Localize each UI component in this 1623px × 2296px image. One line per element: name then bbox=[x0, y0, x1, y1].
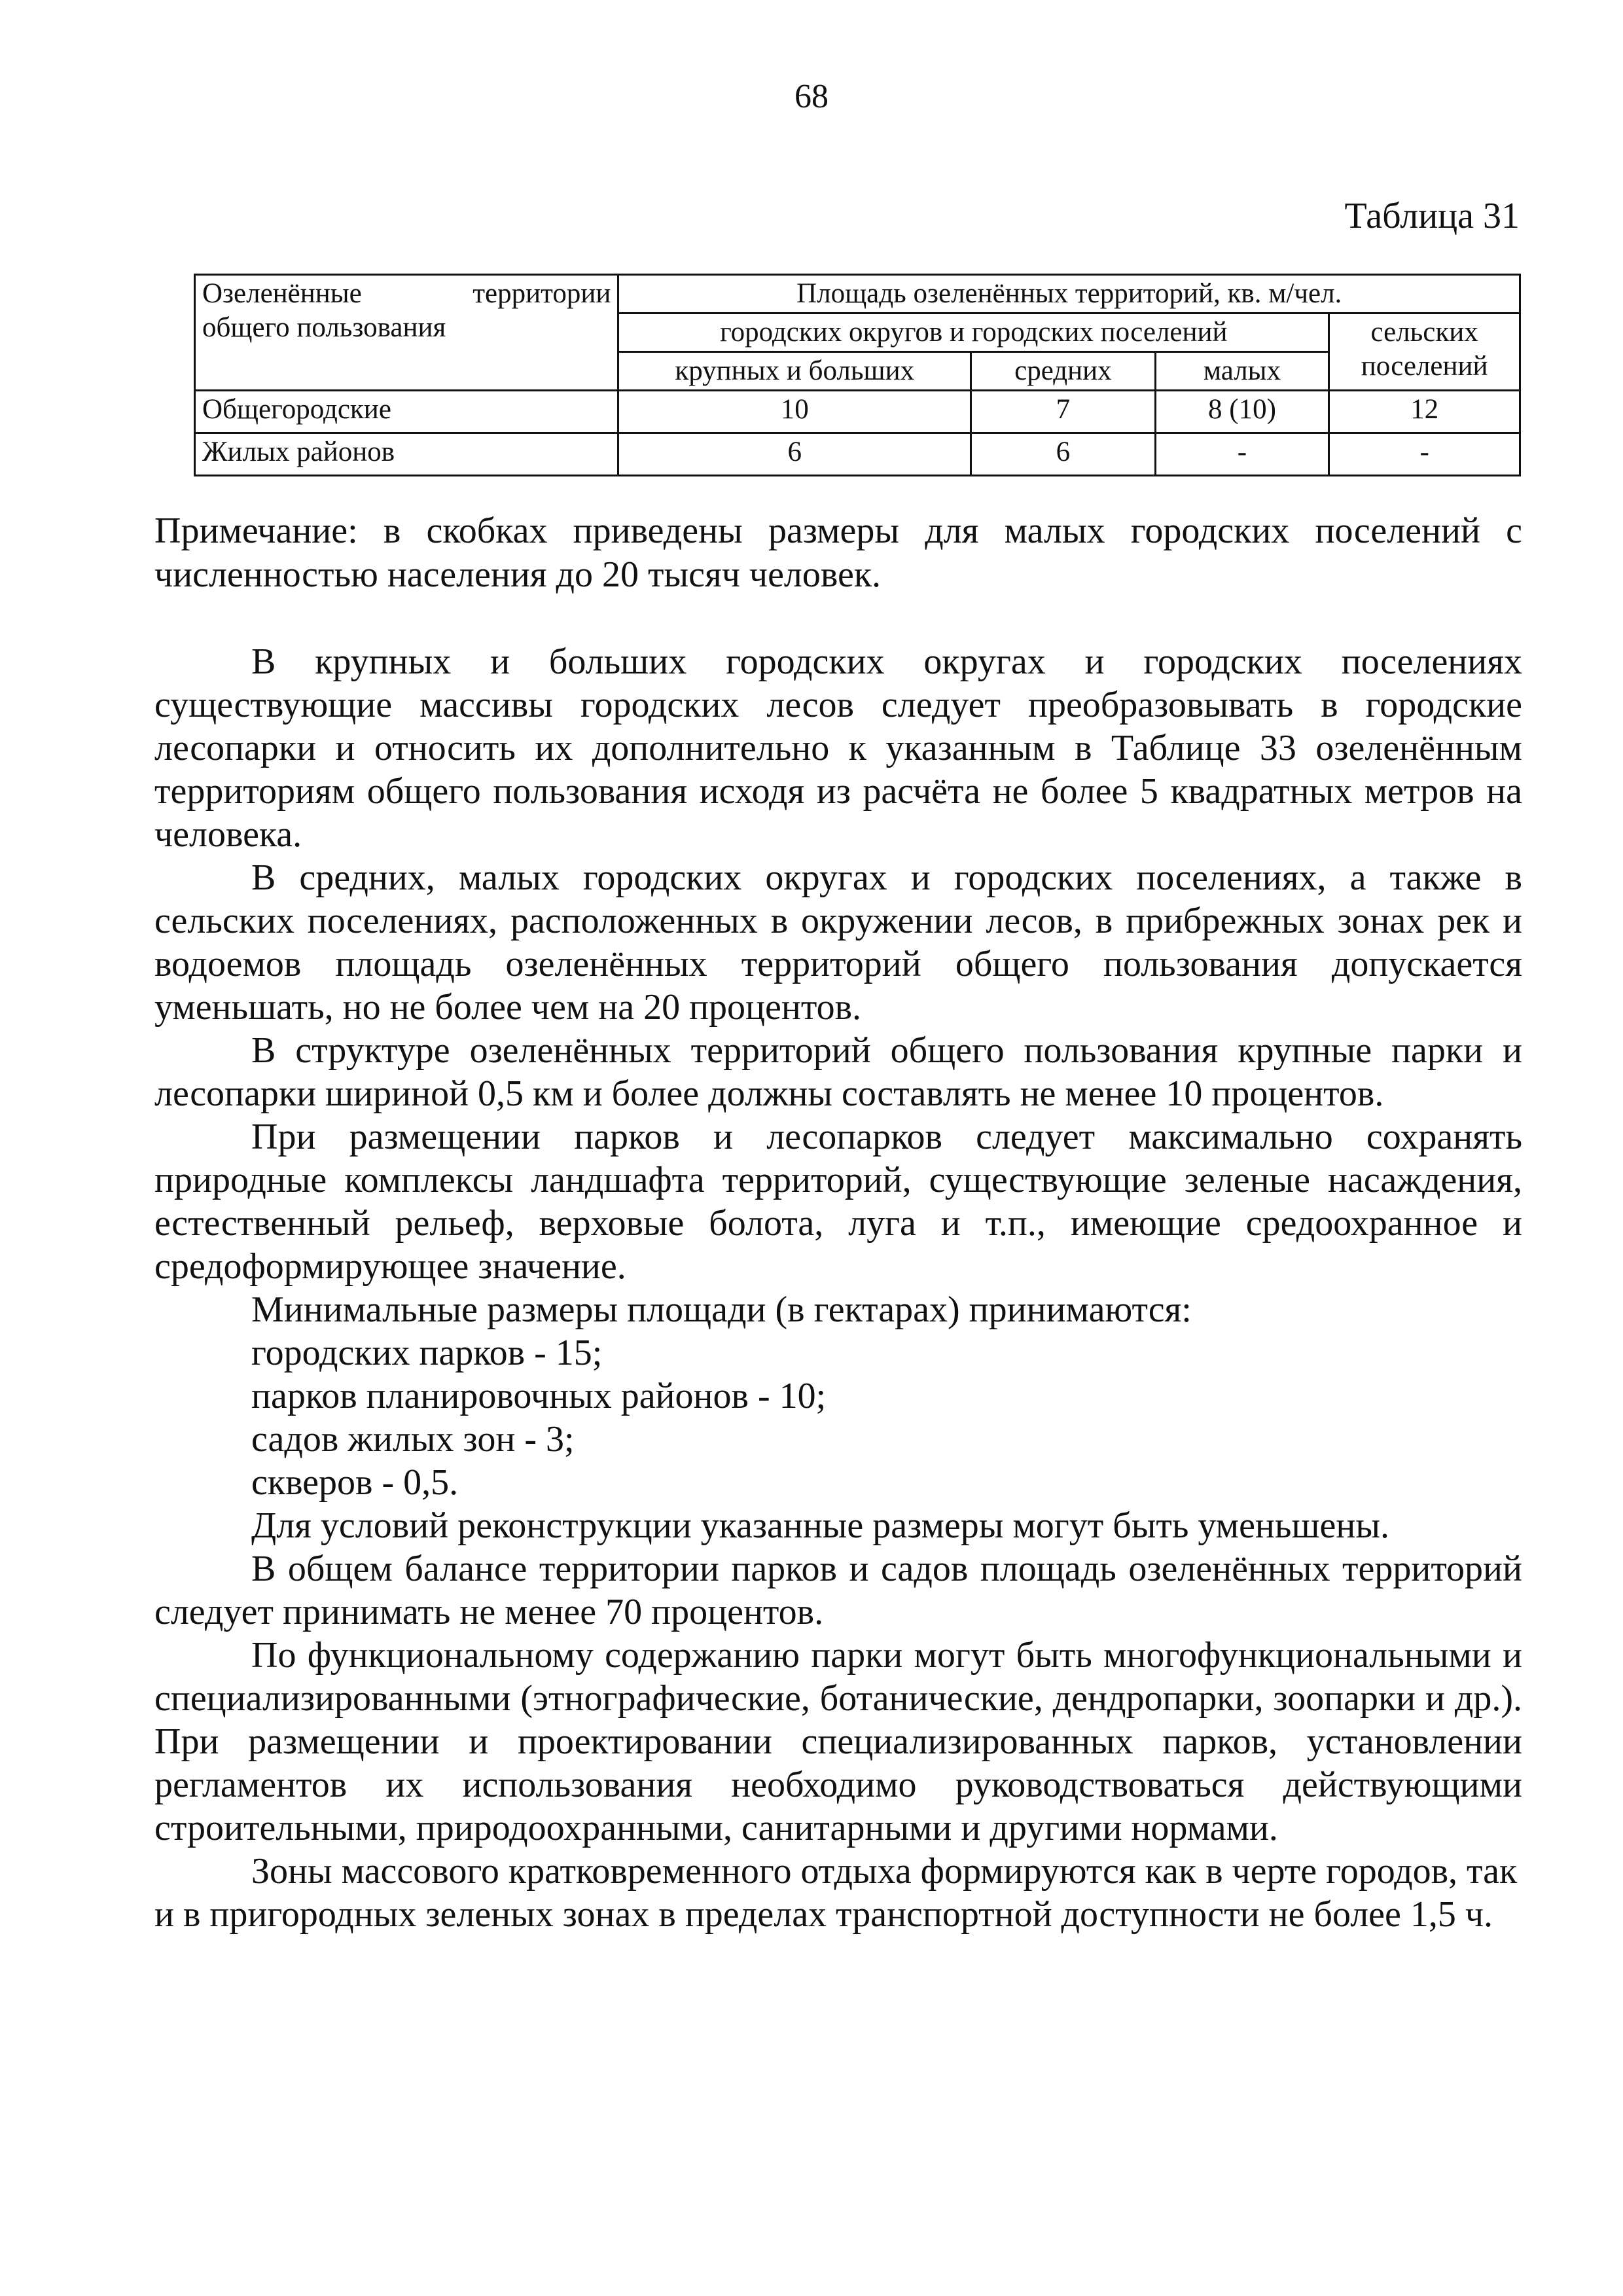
urban-header: городских округов и городских поселений bbox=[618, 314, 1329, 352]
paragraph: При размещении парков и лесопарков следует максимально сохранять природные комплексы ландшафта территорий, существующие зеленые насаждения, естественный рельеф, верховые болота, луга и т.п., имеющие средоохранное и средоформирующее значение. bbox=[154, 1117, 1522, 1287]
sub-header-large: крупных и больших bbox=[618, 352, 971, 391]
cell-large: 6 bbox=[618, 433, 971, 476]
paragraph: Минимальные размеры площади (в гектарах) принимаются: bbox=[251, 1289, 1192, 1330]
paragraph: Для условий реконструкции указанные размеры могут быть уменьшены. bbox=[251, 1505, 1390, 1546]
table-note: Примечание: в скобках приведены размеры для малых городских поселений с численностью населения до 20 тысяч человек. bbox=[154, 511, 1522, 595]
col1-header-a: Озеленённые bbox=[202, 278, 362, 309]
paragraph: В общем балансе территории парков и садов площадь озеленённых территорий следует принимать не менее 70 процентов. bbox=[154, 1549, 1522, 1632]
area-header: Площадь озеленённых территорий, кв. м/чел. bbox=[618, 275, 1520, 314]
list-item: садов жилых зон - 3; bbox=[251, 1419, 575, 1460]
cell-rural: - bbox=[1329, 433, 1520, 476]
cell-medium: 6 bbox=[971, 433, 1156, 476]
table-row bbox=[195, 433, 1520, 476]
table-col1-header bbox=[195, 275, 618, 391]
paragraph: В структуре озеленённых территорий общего пользования крупные парки и лесопарки шириной 0,5 км и более должны составлять не менее 10 процентов. bbox=[154, 1030, 1522, 1114]
cell-small: 8 (10) bbox=[1155, 391, 1329, 433]
col1-header-b: территории bbox=[473, 278, 611, 309]
cell-medium: 7 bbox=[971, 391, 1156, 433]
list-item: скверов - 0,5. bbox=[251, 1462, 459, 1503]
paragraph: По функциональному содержанию парки могут быть многофункциональными и специализированными (этнографические, ботанические, дендропарки, зоопарки и др.). При размещении и проектировании специализированных парков, установлении регламентов их использования необходимо руководствоваться действующими строительными, природоохранными, санитарными и другими нормами. bbox=[154, 1635, 1522, 1848]
paragraph: В крупных и больших городских округах и городских поселениях существующие массивы городских лесов следует преобразовывать в городские лесопарки и относить их дополнительно к указанным в Таблице 33 озеленённым территориям общего пользования исходя из расчёта не более 5 квадратных метров на человека. bbox=[154, 641, 1522, 855]
table-row bbox=[195, 391, 1520, 433]
sub-header-medium: средних bbox=[971, 352, 1156, 391]
list-item: городских парков - 15; bbox=[251, 1333, 603, 1373]
row-name: Общегородские bbox=[195, 391, 618, 433]
sub-header-small: малых bbox=[1155, 352, 1329, 391]
rural-header: сельских поселений bbox=[1329, 314, 1520, 391]
paragraph: Зоны массового кратковременного отдыха формируются как в черте городов, так и в пригородных зеленых зонах в пределах транспортной доступности не более 1,5 ч. bbox=[154, 1851, 1518, 1935]
table-caption: Таблица 31 bbox=[1344, 196, 1520, 236]
col1-header-c: общего пользования bbox=[202, 312, 446, 343]
cell-small: - bbox=[1155, 433, 1329, 476]
paragraph: В средних, малых городских округах и городских поселениях, а также в сельских поселениях, расположенных в окружении лесов, в прибрежных зонах рек и водоемов площадь озеленённых территорий общего пользования допускается уменьшать, но не более чем на 20 процентов. bbox=[154, 857, 1522, 1028]
cell-large: 10 bbox=[618, 391, 971, 433]
list-item: парков планировочных районов - 10; bbox=[251, 1376, 827, 1416]
row-name: Жилых районов bbox=[195, 433, 618, 476]
page-number: 68 bbox=[794, 78, 829, 115]
body-text bbox=[154, 640, 1522, 1936]
green-areas-table bbox=[194, 274, 1521, 476]
cell-rural: 12 bbox=[1329, 391, 1520, 433]
